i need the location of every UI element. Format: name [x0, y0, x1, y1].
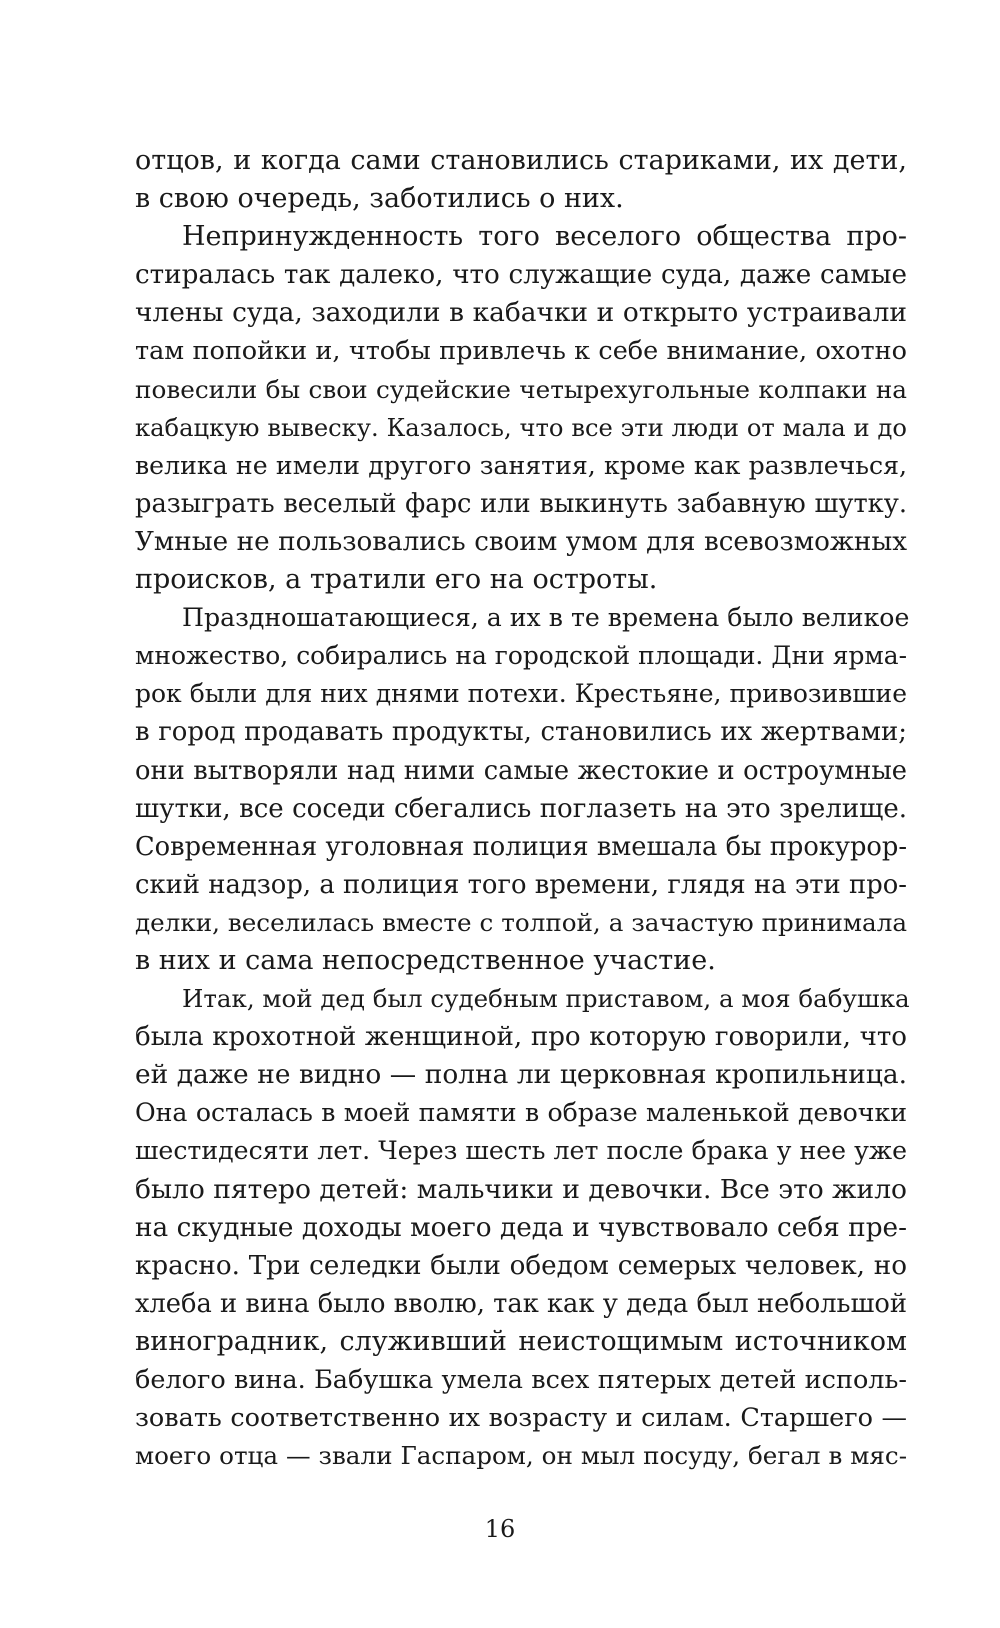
text-line: зовать соответственно их возрасту и силам. Старшего — [135, 1403, 907, 1434]
text-line: кабацкую вывеску. Казалось, что все эти люди от мала и до [135, 413, 907, 442]
text-line: красно. Три селедки были обедом семерых человек, но [135, 1250, 907, 1281]
page-number: 16 [484, 1515, 516, 1543]
body-text [135, 142, 910, 1475]
text-line: Праздношатающиеся, а их в те времена было великое [182, 603, 910, 633]
text-line: было пятеро детей: мальчики и девочки. Все это жило [135, 1173, 907, 1205]
text-line: ский надзор, а полиция того времени, глядя на эти про- [135, 869, 907, 900]
text-line: белого вина. Бабушка умела всех пятерых детей исполь- [135, 1365, 907, 1395]
text-line: происков, а тратили его на остроты. [135, 564, 658, 596]
text-line: Она осталась в моей памяти в образе маленькой девочки [135, 1098, 907, 1128]
text-line: в свою очередь, заботились о них. [135, 183, 624, 215]
text-line: в них и сама непосредственное участие. [135, 944, 716, 976]
text-line: виноградник, служивший неистощимым источником [135, 1325, 907, 1357]
text-line: была крохотной женщиной, про которую говорили, что [135, 1022, 907, 1053]
text-line: моего отца — звали Гаспаром, он мыл посуду, бегал в мяс- [135, 1441, 907, 1471]
text-line: Умные не пользовались своим умом для всевозможных [135, 526, 907, 557]
text-line: Непринужденность того веселого общества про- [182, 221, 907, 253]
text-line: разыграть веселый фарс или выкинуть забавную шутку. [135, 488, 907, 519]
text-line: Итак, мой дед был судебным приставом, а моя бабушка [182, 984, 910, 1014]
text-line: Современная уголовная полиция вмешала бы прокурор- [135, 831, 907, 862]
text-line: они вытворяли над ними самые жестокие и остроумные [135, 755, 907, 786]
text-line: стиралась так далеко, что служащие суда, даже самые [135, 260, 907, 291]
text-line: шутки, все соседи сбегались поглазеть на это зрелище. [135, 793, 907, 824]
text-line: множество, собирались на городской площади. Дни ярма- [135, 641, 907, 671]
text-line: рок были для них днями потехи. Крестьяне, привозившие [135, 679, 907, 709]
text-line: хлеба и вина было вволю, так как у деда был небольшой [135, 1288, 907, 1319]
text-line: делки, веселилась вместе с толпой, а зачастую принимала [135, 907, 907, 937]
text-line: шестидесяти лет. Через шесть лет после брака у нее уже [135, 1136, 907, 1166]
text-line: велика не имели другого занятия, кроме как развлечься, [135, 450, 907, 480]
text-line: отцов, и когда сами становились стариками, их дети, [135, 145, 907, 176]
text-line: на скудные доходы моего деда и чувствовало себя пре- [135, 1212, 907, 1243]
text-line: там попойки и, чтобы привлечь к себе внимание, охотно [135, 336, 907, 367]
text-line: ей даже не видно — полна ли церковная кропильница. [135, 1059, 907, 1091]
text-line: повесили бы свои судейские четырехугольные колпаки на [135, 374, 907, 404]
text-line: члены суда, заходили в кабачки и открыто устраивали [135, 297, 907, 329]
text-line: в город продавать продукты, становились их жертвами; [135, 717, 907, 748]
